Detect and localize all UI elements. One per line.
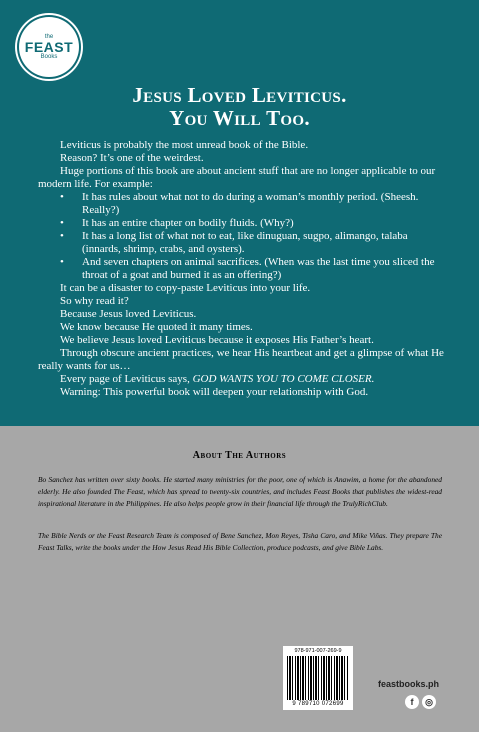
list-item: • It has a long list of what not to eat, like dinuguan, sugpo, alimango, talaba (innards, shrimp, crabs, and oysters). — [38, 230, 446, 256]
social-links — [402, 692, 438, 708]
isbn-number: 978-971-007-269-9 — [294, 648, 342, 654]
isbn-barcode — [283, 646, 353, 710]
blurb-line: We know because He quoted it many times. — [60, 321, 253, 333]
barcode-digits: 9 789710 072699 — [292, 701, 344, 707]
list-item: • It has rules about what not to do during a woman’s monthly period. (Sheesh. Really?) — [38, 191, 446, 217]
example-list — [38, 191, 446, 282]
website-link[interactable]: feastbooks.ph — [377, 679, 439, 689]
logo-sub: Books — [40, 53, 58, 60]
blurb-line: Warning: This powerful book will deepen your relationship with God. — [60, 386, 369, 398]
barcode-bars — [287, 656, 349, 700]
feast-books-logo — [19, 17, 79, 77]
authors-heading: About The Authors — [192, 450, 287, 461]
title-line-1: Jesus Loved Leviticus. — [132, 83, 347, 107]
blurb-line: Because Jesus loved Leviticus. — [60, 308, 197, 320]
blurb-line: It can be a disaster to copy-paste Leviticus into your life. — [60, 282, 311, 294]
blurb-line: Leviticus is probably the most unread book of the Bible. — [60, 139, 309, 151]
blurb-line: We believe Jesus loved Leviticus because it exposes His Father’s heart. — [60, 334, 374, 346]
blurb-line: Reason? It’s one of the weirdest. — [60, 152, 204, 164]
list-item: • And seven chapters on animal sacrifices. (When was the last time you sliced the throat of a goat and burned it as an offering?) — [38, 256, 446, 282]
facebook-icon[interactable]: f — [405, 695, 419, 709]
blurb-line: So why read it? — [60, 295, 129, 307]
blurb-line-emphasis — [38, 373, 446, 386]
blurb-text: Every page of Leviticus says, — [60, 373, 193, 385]
blurb-line: Through obscure ancient practices, we hear His heartbeat and get a glimpse of what He really wants for us… — [38, 347, 444, 372]
title-line-2: You Will Too. — [169, 106, 310, 130]
blurb-line: Huge portions of this book are about ancient stuff that are no longer applicable to our modern life. For example: — [38, 165, 436, 190]
logo-name: FEAST — [24, 38, 74, 55]
instagram-icon[interactable]: ◎ — [422, 695, 436, 709]
list-item: • It has an entire chapter on bodily fluids. (Why?) — [38, 217, 446, 230]
author-bio: Bo Sanchez has written over sixty books. He started many ministries for the poor, one of which is Anawim, a home for the abandoned elderly. He also founded The Feast, which has spread to twenty-six countries, and includes Feast Books that publishes the widest-read inspirational literature in the Philippines. He also helps people grow in their financial life through the TrulyRichClub. — [38, 475, 442, 508]
blurb — [38, 139, 446, 399]
team-bio: The Bible Nerds or the Feast Research Team is composed of Bene Sanchez, Mon Reyes, Tisha Caro, and Mike Viñas. They prepare The Feast Talks, write the books under the How Jesus Read His Bible Collection, produce podcasts, and give Bible Labs. — [38, 531, 442, 552]
logo-the: the — [44, 33, 54, 40]
emphasis-text: GOD WANTS YOU TO COME CLOSER. — [192, 373, 375, 385]
